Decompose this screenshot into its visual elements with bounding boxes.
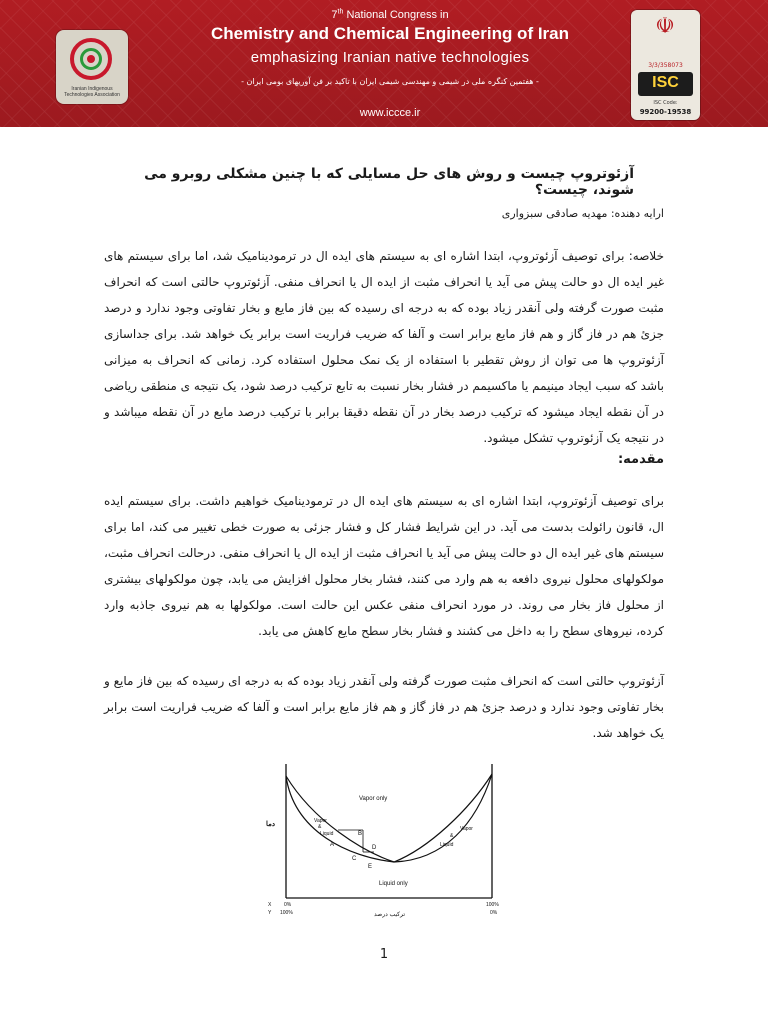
intro-paragraph-2: آزئوتروپ حالتی است که انحراف مثبت صورت گرفته ولی آنقدر زیاد بوده که به درجه ای رسیده که بین فاز مایع و بخار تفاوتی وجود ندارد و درصد جزئ هم در فاز گاز و هم فاز مایع برابر است و آلفا که ضریب فراریت است برابر یک خواهد شد.	[104, 674, 664, 740]
abstract-paragraph: خلاصه: برای توصیف آزئوتروپ، ابتدا اشاره ای به سیستم های ایده ال در ترمودینامیک شد، اما برای سیستم های غیر ایده ال دو حالت پیش می آید یا انحراف مثبت از ایده ال یا انحراف منفی. آزئوتروپ حالتی است که انحراف مثبت صورت گرفته ولی آنقدر زیاد بوده که به درجه ای رسیده که بین فاز مایع و بخار تفاوتی وجود ندارد و درصد جزئ هم در فاز گاز و هم فاز مایع برابر است و آلفا که ضریب فراریت است برابر یک خواهد شد. برای جداسازی آزئوتروپ ها می توان از روش تقطیر با استفاده از یک نمک محلول استفاده کرد. زمانی که انحراف به میزانی باشد که سبب ایجاد مینیمم یا ماکسیمم در فشار بخار نسبت به تابع ترکیب درصد شود، یک نتیجه ی منطقی ریاضی در آن نقطه ایجاد میشود که ترکیب درصد بخار در آن نقطه دقیقا برابر با ترکیب درصد مایع در آن نقطه میباشد و در نتیجه یک آزئوتروپ تشکل میشود.	[104, 249, 664, 445]
y-axis-label: دما	[266, 821, 275, 828]
point-b-label: B	[358, 831, 363, 837]
paper-title: آزئوتروپ چیست و روش های حل مسایلی که با چنین مشکلی روبرو می شوند، چیست؟	[144, 166, 634, 198]
point-d-label: D	[372, 845, 377, 851]
congress-line	[200, 8, 580, 21]
association-logo	[56, 30, 128, 104]
congress-title: Chemistry and Chemical Engineering of Iran	[210, 24, 570, 43]
liquid-only-label: Liquid only	[379, 881, 408, 887]
point-e-label: E	[368, 864, 373, 870]
iran-emblem-icon: ☫	[655, 14, 675, 39]
logo-caption: Iranian Indigenous Technologies Association	[64, 86, 120, 98]
isc-code: 99200-19538	[639, 108, 692, 116]
ministry-isc-logo	[631, 10, 700, 120]
amp-right-label: &	[450, 833, 454, 839]
website-link[interactable]: www.iccce.ir	[359, 107, 421, 119]
presenter: ارایه دهنده: مهدیه صادقی سبزواری	[501, 207, 664, 220]
y-row-label: Y	[268, 910, 272, 916]
registration-number: 3/3/358073	[648, 62, 683, 69]
point-a-label: A	[330, 842, 335, 848]
vapor-only-label: Vapor only	[359, 796, 388, 802]
isc-code-label: ISC Code:	[653, 100, 678, 106]
congress-text: 7th National Congress in	[331, 8, 449, 21]
intro-paragraph-1: برای توصیف آزئوتروپ، ابتدا اشاره ای به سیستم های ایده ال در ترمودینامیک خواهیم داشت. برای سیستم ایده ال، قانون رائولت بدست می آید. در این شرایط فشار کل و فشار جزئی به صورت خطی تغییر می کند، اما برای سیستم های غیر ایده ال دو حالت پیش می آید یا انحراف مثبت از ایده ال یا انحراف منفی. درحالت انحراف مثبت، مولکولهای محلول نیروی دافعه به هم وارد می کنند، فشار بخار محلول افزایش می یابد، چون مولکولهای بیشتری از محلول فاز بخار می روند. در مورد انحراف منفی عکس این حالت است. مولکولها به هم نیروی جاذبه وارد کرده، نیروهای سطح را به داخل می کشند و فشار بخار سطح مایع کاهش می یابد.	[104, 494, 664, 638]
vapor-right-label: Vapor	[460, 826, 473, 832]
congress-emphasis: emphasizing Iranian native technologies	[250, 49, 530, 66]
isc-logo: ISC	[638, 72, 693, 96]
congress-ordinal-suffix: th	[337, 8, 344, 15]
header-banner	[0, 0, 768, 127]
right-top-percent: 100%	[486, 902, 499, 908]
azeotrope-diagram	[264, 762, 514, 920]
point-c-label: C	[352, 856, 357, 862]
amp-left-label: &	[318, 824, 322, 830]
liquid-right-label: Liquid	[440, 842, 454, 848]
x-row-label: X	[268, 902, 272, 908]
liquid-left-label: Liquid	[320, 831, 334, 837]
left-bottom-percent: 100%	[280, 910, 293, 916]
left-top-percent: 0%	[284, 902, 292, 908]
x-axis-label: ترکیب درصد	[374, 912, 406, 918]
persian-subtitle: - هفتمین کنگره ملی در شیمی و مهندسی شیمی ایران با تاکید بر فن آوریهای بومی ایران -	[241, 77, 539, 86]
logo-dot-icon	[87, 55, 95, 63]
vapor-left-label: Vapor	[314, 818, 327, 824]
intro-heading: مقدمه:	[617, 452, 664, 467]
right-bottom-percent: 0%	[490, 910, 498, 916]
page-number: 1	[379, 947, 389, 962]
